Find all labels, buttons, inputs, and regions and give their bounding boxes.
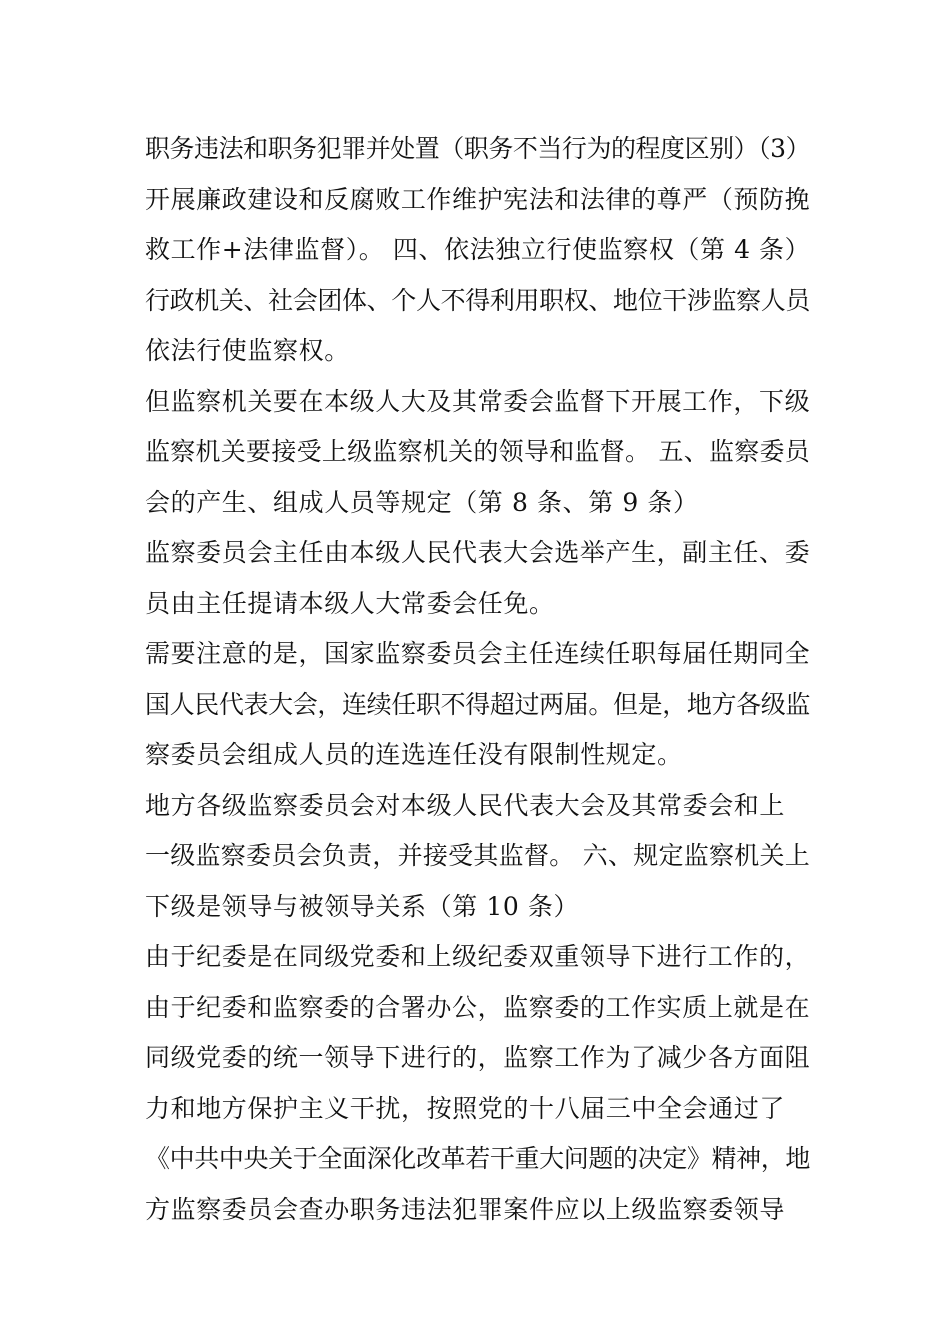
text-line: 监察机关要接受上级监察机关的领导和监督。 五、监察委员: [145, 437, 810, 466]
text-line: 一级监察委员会负责，并接受其监督。 六、规定监察机关上: [145, 841, 810, 870]
text-line: 察委员会组成人员的连选连任没有限制性规定。: [145, 740, 683, 769]
text-line: 依法行使监察权。: [145, 336, 350, 365]
text-line: 救工作+法律监督）。 四、依法独立行使监察权（第 4 条）: [145, 235, 810, 264]
text-line: 下级是领导与被领导关系（第 10 条）: [145, 891, 580, 921]
text-line: 国人民代表大会，连续任职不得超过两届。但是，地方各级监: [145, 689, 810, 719]
text-line: 但监察机关要在本级人大及其常委会监督下开展工作，下级: [145, 386, 810, 416]
text-line: 员由主任提请本级人大常委会任免。: [145, 588, 555, 618]
text-line: 会的产生、组成人员等规定（第 8 条、第 9 条）: [145, 487, 699, 517]
text-line: 需要注意的是，国家监察委员会主任连续任职每届任期同全: [145, 639, 810, 668]
document-body: [145, 124, 810, 1235]
text-line: 《中共中央关于全面深化改革若干重大问题的决定》精神，地: [145, 1144, 810, 1173]
text-line: 由于纪委和监察委的合署办公，监察委的工作实质上就是在: [145, 992, 810, 1022]
text-line: 地方各级监察委员会对本级人民代表大会及其常委会和上: [145, 790, 786, 820]
text-line: 开展廉政建设和反腐败工作维护宪法和法律的尊严（预防挽: [145, 184, 810, 214]
text-line: 行政机关、社会团体、个人不得利用职权、地位干涉监察人员: [145, 285, 810, 315]
text-line: 由于纪委是在同级党委和上级纪委双重领导下进行工作的，: [145, 942, 810, 971]
text-line: 同级党委的统一领导下进行的，监察工作为了减少各方面阻: [145, 1043, 810, 1072]
text-line: 力和地方保护主义干扰，按照党的十八届三中全会通过了: [145, 1093, 786, 1123]
text-line: 方监察委员会查办职务违法犯罪案件应以上级监察委领导: [145, 1194, 786, 1224]
text-line: 职务违法和职务犯罪并处置（职务不当行为的程度区别）（3）: [145, 134, 810, 163]
text-line: 监察委员会主任由本级人民代表大会选举产生，副主任、委: [145, 538, 810, 567]
